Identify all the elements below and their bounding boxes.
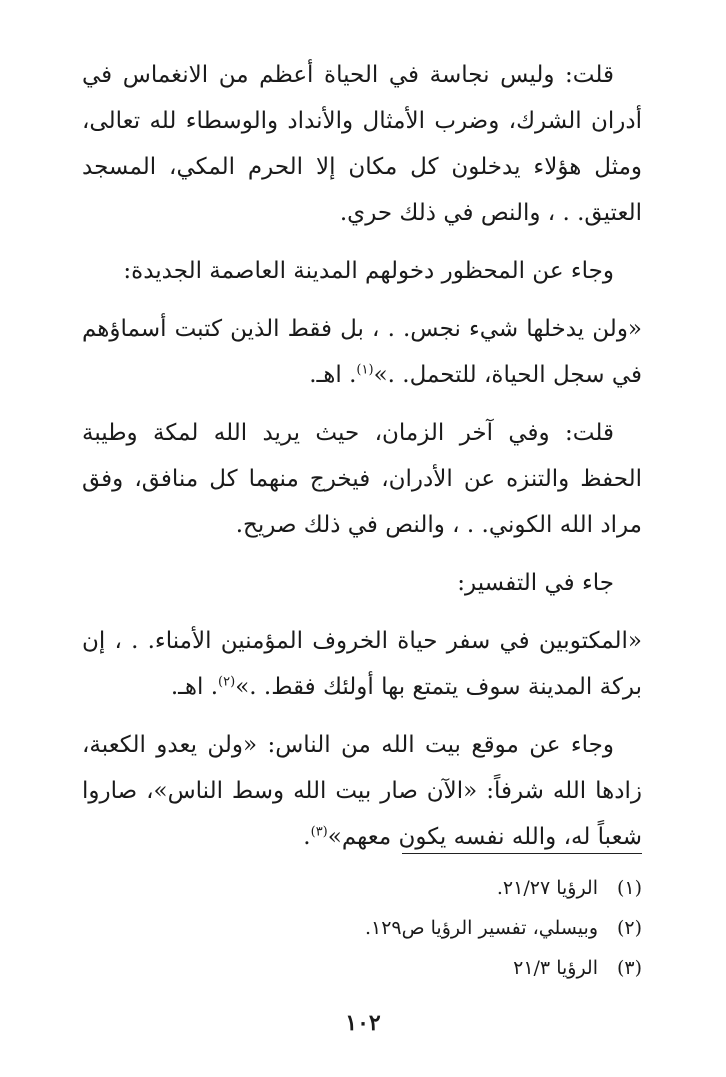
footnote-1: [82, 868, 642, 908]
paragraph-7-tail: .: [303, 824, 311, 850]
footnote-divider: [402, 853, 642, 854]
footnote-ref-3[interactable]: (٣): [310, 824, 328, 840]
paragraph-3-tail: . اهـ.: [309, 362, 357, 388]
paragraph-6-quote: [82, 618, 642, 710]
footnote-2: [82, 908, 642, 948]
paragraph-4-text: قلت: وفي آخر الزمان، حيث يريد الله لمكة وطيبة الحفظ والتنزه عن الأدران، فيخرج منهما كل منافق، وفق مراد الله الكوني. . ، والنص في ذلك صريح.: [82, 420, 642, 538]
footnote-2-text: وبيسلي، تفسير الرؤيا ص١٢٩.: [364, 917, 598, 939]
footnote-ref-2[interactable]: (٢): [218, 674, 236, 690]
footnote-1-text: الرؤيا ٢١/٢٧.: [496, 877, 598, 899]
page-number: ١٠٢: [345, 1010, 381, 1036]
paragraph-7: [82, 722, 642, 860]
paragraph-7-text: وجاء عن موقع بيت الله من الناس: «ولن يعدو الكعبة، زادها الله شرفاً: «الآن صار بيت الله وسط الناس»، صاروا شعباً له، والله نفسه يكون معهم»: [82, 732, 642, 850]
paragraph-5-text: جاء في التفسير:: [457, 570, 614, 596]
footnotes: [82, 868, 642, 988]
paragraph-3-text: «ولن يدخلها شيء نجس. . ، بل فقط الذين كتبت أسماؤهم في سجل الحياة، للتحمل. .»: [82, 316, 642, 388]
footnote-3: [82, 948, 642, 988]
paragraph-1-text: قلت: وليس نجاسة في الحياة أعظم من الانغماس في أدران الشرك، وضرب الأمثال والأنداد والوسطاء لله تعالى، ومثل هؤلاء يدخلون كل مكان إلا الحرم المكي، المسجد العتيق. . ، والنص في ذلك حري.: [82, 62, 642, 226]
footnote-3-text: الرؤيا ٢١/٣: [513, 957, 598, 979]
paragraph-4: [82, 410, 642, 548]
footnote-ref-1[interactable]: (١): [356, 362, 374, 378]
paragraph-2: [82, 248, 642, 294]
paragraph-6-tail: . اهـ.: [170, 674, 219, 700]
footnote-1-number: (١): [616, 877, 642, 899]
footnote-3-number: (٣): [616, 957, 642, 979]
main-text: [82, 52, 642, 872]
paragraph-3-quote: [82, 306, 642, 398]
paragraph-5: [82, 560, 642, 606]
paragraph-1: [82, 52, 642, 236]
paragraph-2-text: وجاء عن المحظور دخولهم المدينة العاصمة الجديدة:: [123, 258, 614, 284]
paragraph-6-text: «المكتوبين في سفر حياة الخروف المؤمنين الأمناء. . ، إن بركة المدينة سوف يتمتع بها أولئك فقط. .»: [82, 628, 642, 700]
footnote-2-number: (٢): [616, 917, 642, 939]
